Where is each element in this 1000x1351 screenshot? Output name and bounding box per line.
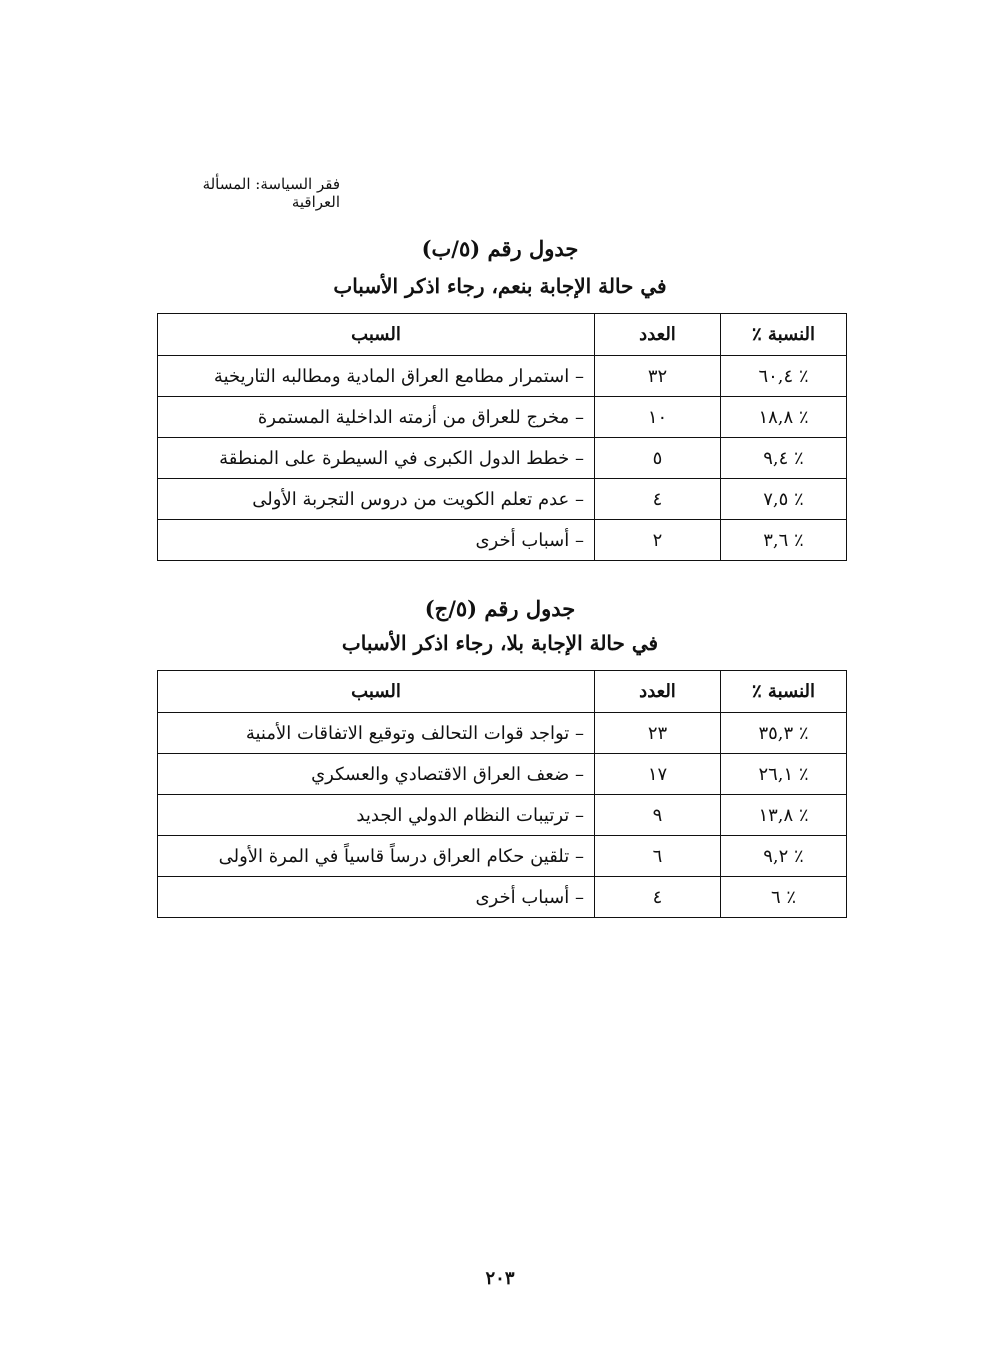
count-cell: ٤: [595, 877, 721, 918]
table-row: [158, 713, 847, 754]
count-cell: ٩: [595, 795, 721, 836]
reason-cell: – أسباب أخرى: [158, 520, 595, 561]
page-number: ٢٠٣: [485, 1268, 515, 1289]
percent-column-header: النسبة ٪: [721, 671, 847, 713]
table-row: [158, 877, 847, 918]
percent-cell: ٪ ٦: [721, 877, 847, 918]
percent-cell: ٪ ٢٦,١: [721, 754, 847, 795]
table-row: [158, 836, 847, 877]
percent-cell: ٪ ١٣,٨: [721, 795, 847, 836]
count-cell: ٥: [595, 438, 721, 479]
count-column-header: العدد: [595, 314, 721, 356]
percent-cell: ٪ ٩,٤: [721, 438, 847, 479]
table-row: [158, 397, 847, 438]
table-row: [158, 438, 847, 479]
reason-cell: – مخرج للعراق من أزمته الداخلية المستمرة: [158, 397, 595, 438]
reason-column-header: السبب: [158, 671, 595, 713]
table-title: جدول رقم (٥/ب): [421, 236, 579, 261]
count-column-header: العدد: [595, 671, 721, 713]
percent-cell: ٪ ٧,٥: [721, 479, 847, 520]
reasons-table-no: [157, 670, 847, 918]
reason-cell: – استمرار مطامع العراق المادية ومطالبه التاريخية: [158, 356, 595, 397]
reason-cell: – أسباب أخرى: [158, 877, 595, 918]
percent-cell: ٪ ٣٥,٣: [721, 713, 847, 754]
reason-cell: – تلقين حكام العراق درساً قاسياً في المرة الأولى: [158, 836, 595, 877]
count-cell: ٦: [595, 836, 721, 877]
reason-cell: – خطط الدول الكبرى في السيطرة على المنطقة: [158, 438, 595, 479]
reason-cell: – عدم تعلم الكويت من دروس التجربة الأولى: [158, 479, 595, 520]
table-subtitle: في حالة الإجابة بلا، رجاء اذكر الأسباب: [341, 631, 659, 655]
table-row: [158, 356, 847, 397]
reason-cell: – تواجد قوات التحالف وتوقيع الاتفاقات الأمنية: [158, 713, 595, 754]
running-header: فقر السياسة: المسألة العراقية: [202, 175, 340, 211]
reason-column-header: السبب: [158, 314, 595, 356]
percent-cell: ٪ ٣,٦: [721, 520, 847, 561]
reason-cell: – ترتيبات النظام الدولي الجديد: [158, 795, 595, 836]
count-cell: ١٧: [595, 754, 721, 795]
percent-cell: ٪ ٦٠,٤: [721, 356, 847, 397]
percent-column-header: النسبة ٪: [721, 314, 847, 356]
percent-cell: ٪ ٩,٢: [721, 836, 847, 877]
table-header-row: [158, 314, 847, 356]
reason-cell: – ضعف العراق الاقتصادي والعسكري: [158, 754, 595, 795]
percent-cell: ٪ ١٨,٨: [721, 397, 847, 438]
table-title: جدول رقم (٥/ج): [424, 596, 576, 621]
table-row: [158, 479, 847, 520]
count-cell: ٢: [595, 520, 721, 561]
table-row: [158, 795, 847, 836]
count-cell: ٤: [595, 479, 721, 520]
table-header-row: [158, 671, 847, 713]
table-subtitle: في حالة الإجابة بنعم، رجاء اذكر الأسباب: [333, 274, 667, 298]
table-row: [158, 754, 847, 795]
reasons-table-yes: [157, 313, 847, 561]
count-cell: ٣٢: [595, 356, 721, 397]
count-cell: ١٠: [595, 397, 721, 438]
table-row: [158, 520, 847, 561]
count-cell: ٢٣: [595, 713, 721, 754]
